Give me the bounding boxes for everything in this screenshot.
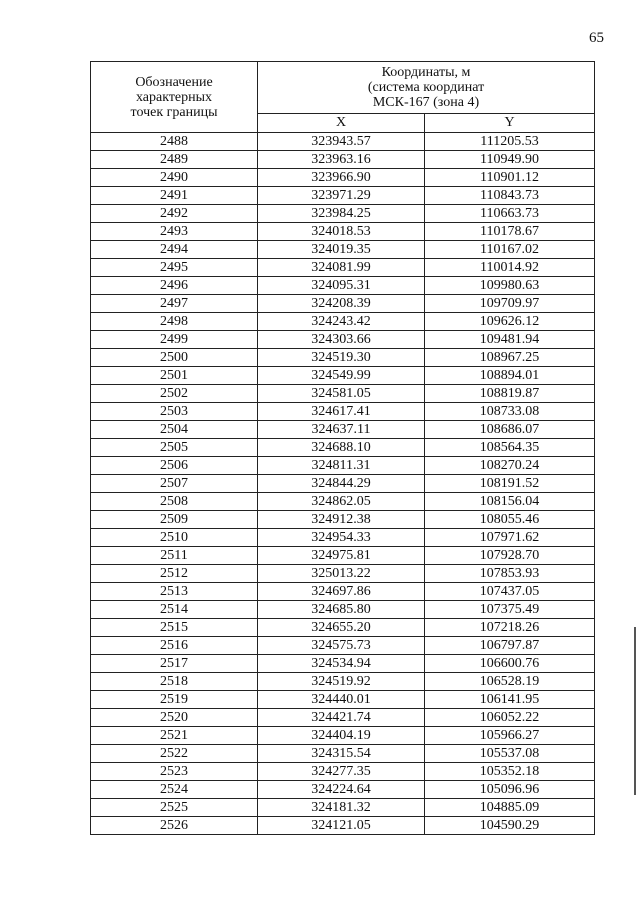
designation-header-line2: характерных [135, 89, 213, 105]
scan-edge-mark [634, 627, 636, 795]
point-id-cell: 2524 [91, 781, 258, 799]
point-id-cell: 2503 [91, 403, 258, 421]
table-row [91, 565, 595, 583]
x-column-header: X [258, 114, 425, 133]
x-coordinate-cell: 324018.53 [258, 223, 425, 241]
point-id-cell: 2518 [91, 673, 258, 691]
table-row [91, 799, 595, 817]
x-coordinate-cell: 324549.99 [258, 367, 425, 385]
point-id-cell: 2498 [91, 313, 258, 331]
y-coordinate-cell: 108894.01 [425, 367, 595, 385]
table-row [91, 133, 595, 151]
point-id-cell: 2496 [91, 277, 258, 295]
y-coordinate-cell: 108270.24 [425, 457, 595, 475]
table-row [91, 187, 595, 205]
y-coordinate-cell: 106141.95 [425, 691, 595, 709]
table-row [91, 403, 595, 421]
y-coordinate-cell: 106797.87 [425, 637, 595, 655]
table-row [91, 763, 595, 781]
x-coordinate-cell: 324954.33 [258, 529, 425, 547]
point-id-cell: 2495 [91, 259, 258, 277]
coordinates-header-line3: МСК-167 (зона 4) [372, 95, 480, 110]
x-coordinate-cell: 324697.86 [258, 583, 425, 601]
table-row [91, 781, 595, 799]
x-coordinate-cell: 324575.73 [258, 637, 425, 655]
x-coordinate-cell: 324581.05 [258, 385, 425, 403]
table-row [91, 727, 595, 745]
point-id-cell: 2490 [91, 169, 258, 187]
table-row [91, 637, 595, 655]
point-id-cell: 2500 [91, 349, 258, 367]
y-coordinate-cell: 108564.35 [425, 439, 595, 457]
y-coordinate-cell: 110178.67 [425, 223, 595, 241]
designation-header-line3: точек границы [130, 104, 218, 120]
point-id-cell: 2497 [91, 295, 258, 313]
x-coordinate-cell: 324303.66 [258, 331, 425, 349]
table-row [91, 385, 595, 403]
y-coordinate-cell: 108733.08 [425, 403, 595, 421]
x-coordinate-cell: 324421.74 [258, 709, 425, 727]
point-id-cell: 2517 [91, 655, 258, 673]
y-coordinate-cell: 108967.25 [425, 349, 595, 367]
table-row [91, 511, 595, 529]
x-coordinate-cell: 323966.90 [258, 169, 425, 187]
point-id-cell: 2491 [91, 187, 258, 205]
point-id-cell: 2504 [91, 421, 258, 439]
y-coordinate-cell: 108156.04 [425, 493, 595, 511]
y-coordinate-cell: 105966.27 [425, 727, 595, 745]
point-id-cell: 2515 [91, 619, 258, 637]
point-id-cell: 2513 [91, 583, 258, 601]
table-row [91, 313, 595, 331]
y-column-header: Y [425, 114, 595, 133]
x-coordinate-cell: 324685.80 [258, 601, 425, 619]
table-row [91, 547, 595, 565]
table-row [91, 691, 595, 709]
point-id-cell: 2523 [91, 763, 258, 781]
y-coordinate-cell: 108819.87 [425, 385, 595, 403]
x-coordinate-cell: 324862.05 [258, 493, 425, 511]
table-row [91, 151, 595, 169]
table-row [91, 421, 595, 439]
x-coordinate-cell: 324440.01 [258, 691, 425, 709]
x-coordinate-cell: 324181.32 [258, 799, 425, 817]
point-id-cell: 2488 [91, 133, 258, 151]
table-row [91, 439, 595, 457]
x-coordinate-cell: 324121.05 [258, 817, 425, 835]
table-row [91, 817, 595, 835]
y-coordinate-cell: 105352.18 [425, 763, 595, 781]
table-row [91, 349, 595, 367]
designation-header [91, 62, 258, 133]
table-row [91, 331, 595, 349]
x-coordinate-cell: 324315.54 [258, 745, 425, 763]
table-row [91, 205, 595, 223]
table-row [91, 493, 595, 511]
table-row [91, 169, 595, 187]
y-coordinate-cell: 109481.94 [425, 331, 595, 349]
designation-header-line1: Обозначение [135, 74, 213, 90]
y-coordinate-cell: 110167.02 [425, 241, 595, 259]
point-id-cell: 2507 [91, 475, 258, 493]
x-coordinate-cell: 324404.19 [258, 727, 425, 745]
point-id-cell: 2526 [91, 817, 258, 835]
table-row [91, 745, 595, 763]
x-coordinate-cell: 324224.64 [258, 781, 425, 799]
y-coordinate-cell: 107218.26 [425, 619, 595, 637]
x-coordinate-cell: 324975.81 [258, 547, 425, 565]
y-coordinate-cell: 110949.90 [425, 151, 595, 169]
table-row [91, 655, 595, 673]
point-id-cell: 2511 [91, 547, 258, 565]
y-coordinate-cell: 106528.19 [425, 673, 595, 691]
table-row [91, 475, 595, 493]
table-row [91, 529, 595, 547]
y-coordinate-cell: 107971.62 [425, 529, 595, 547]
x-coordinate-cell: 324243.42 [258, 313, 425, 331]
point-id-cell: 2493 [91, 223, 258, 241]
point-id-cell: 2492 [91, 205, 258, 223]
x-coordinate-cell: 323943.57 [258, 133, 425, 151]
point-id-cell: 2509 [91, 511, 258, 529]
y-coordinate-cell: 104590.29 [425, 817, 595, 835]
x-coordinate-cell: 324208.39 [258, 295, 425, 313]
x-coordinate-cell: 324637.11 [258, 421, 425, 439]
point-id-cell: 2502 [91, 385, 258, 403]
point-id-cell: 2505 [91, 439, 258, 457]
table-row [91, 709, 595, 727]
table-row [91, 583, 595, 601]
table-row [91, 277, 595, 295]
y-coordinate-cell: 109626.12 [425, 313, 595, 331]
y-coordinate-cell: 108055.46 [425, 511, 595, 529]
table-row [91, 295, 595, 313]
x-coordinate-cell: 324617.41 [258, 403, 425, 421]
y-coordinate-cell: 108686.07 [425, 421, 595, 439]
point-id-cell: 2516 [91, 637, 258, 655]
x-coordinate-cell: 324912.38 [258, 511, 425, 529]
y-coordinate-cell: 107437.05 [425, 583, 595, 601]
table-row [91, 601, 595, 619]
x-coordinate-cell: 325013.22 [258, 565, 425, 583]
page-number: 65 [589, 30, 604, 46]
point-id-cell: 2521 [91, 727, 258, 745]
y-coordinate-cell: 109709.97 [425, 295, 595, 313]
point-id-cell: 2519 [91, 691, 258, 709]
y-coordinate-cell: 104885.09 [425, 799, 595, 817]
table-row [91, 457, 595, 475]
point-id-cell: 2501 [91, 367, 258, 385]
x-coordinate-cell: 323963.16 [258, 151, 425, 169]
x-coordinate-cell: 324844.29 [258, 475, 425, 493]
y-coordinate-cell: 110843.73 [425, 187, 595, 205]
point-id-cell: 2520 [91, 709, 258, 727]
y-coordinate-cell: 108191.52 [425, 475, 595, 493]
table-body [91, 133, 595, 835]
coordinates-header-line2: (система координат [367, 80, 485, 95]
boundary-points-table [90, 61, 595, 835]
point-id-cell: 2489 [91, 151, 258, 169]
y-coordinate-cell: 110901.12 [425, 169, 595, 187]
x-coordinate-cell: 324811.31 [258, 457, 425, 475]
coordinates-header-line1: Координаты, м [381, 65, 471, 80]
table-row [91, 241, 595, 259]
y-coordinate-cell: 105096.96 [425, 781, 595, 799]
y-coordinate-cell: 110663.73 [425, 205, 595, 223]
y-coordinate-cell: 109980.63 [425, 277, 595, 295]
point-id-cell: 2506 [91, 457, 258, 475]
y-coordinate-cell: 110014.92 [425, 259, 595, 277]
table-row [91, 673, 595, 691]
table-row [91, 619, 595, 637]
y-coordinate-cell: 107853.93 [425, 565, 595, 583]
y-coordinate-cell: 111205.53 [425, 133, 595, 151]
x-coordinate-cell: 324655.20 [258, 619, 425, 637]
point-id-cell: 2499 [91, 331, 258, 349]
coordinates-header [258, 62, 595, 114]
y-coordinate-cell: 107375.49 [425, 601, 595, 619]
x-coordinate-cell: 324688.10 [258, 439, 425, 457]
point-id-cell: 2522 [91, 745, 258, 763]
point-id-cell: 2525 [91, 799, 258, 817]
y-coordinate-cell: 107928.70 [425, 547, 595, 565]
point-id-cell: 2510 [91, 529, 258, 547]
x-coordinate-cell: 323984.25 [258, 205, 425, 223]
y-coordinate-cell: 105537.08 [425, 745, 595, 763]
point-id-cell: 2508 [91, 493, 258, 511]
x-coordinate-cell: 323971.29 [258, 187, 425, 205]
x-coordinate-cell: 324519.92 [258, 673, 425, 691]
x-coordinate-cell: 324081.99 [258, 259, 425, 277]
x-coordinate-cell: 324019.35 [258, 241, 425, 259]
x-coordinate-cell: 324519.30 [258, 349, 425, 367]
x-coordinate-cell: 324534.94 [258, 655, 425, 673]
y-coordinate-cell: 106052.22 [425, 709, 595, 727]
table-row [91, 259, 595, 277]
table-row [91, 367, 595, 385]
point-id-cell: 2494 [91, 241, 258, 259]
point-id-cell: 2512 [91, 565, 258, 583]
table-row [91, 223, 595, 241]
x-coordinate-cell: 324277.35 [258, 763, 425, 781]
x-coordinate-cell: 324095.31 [258, 277, 425, 295]
y-coordinate-cell: 106600.76 [425, 655, 595, 673]
point-id-cell: 2514 [91, 601, 258, 619]
